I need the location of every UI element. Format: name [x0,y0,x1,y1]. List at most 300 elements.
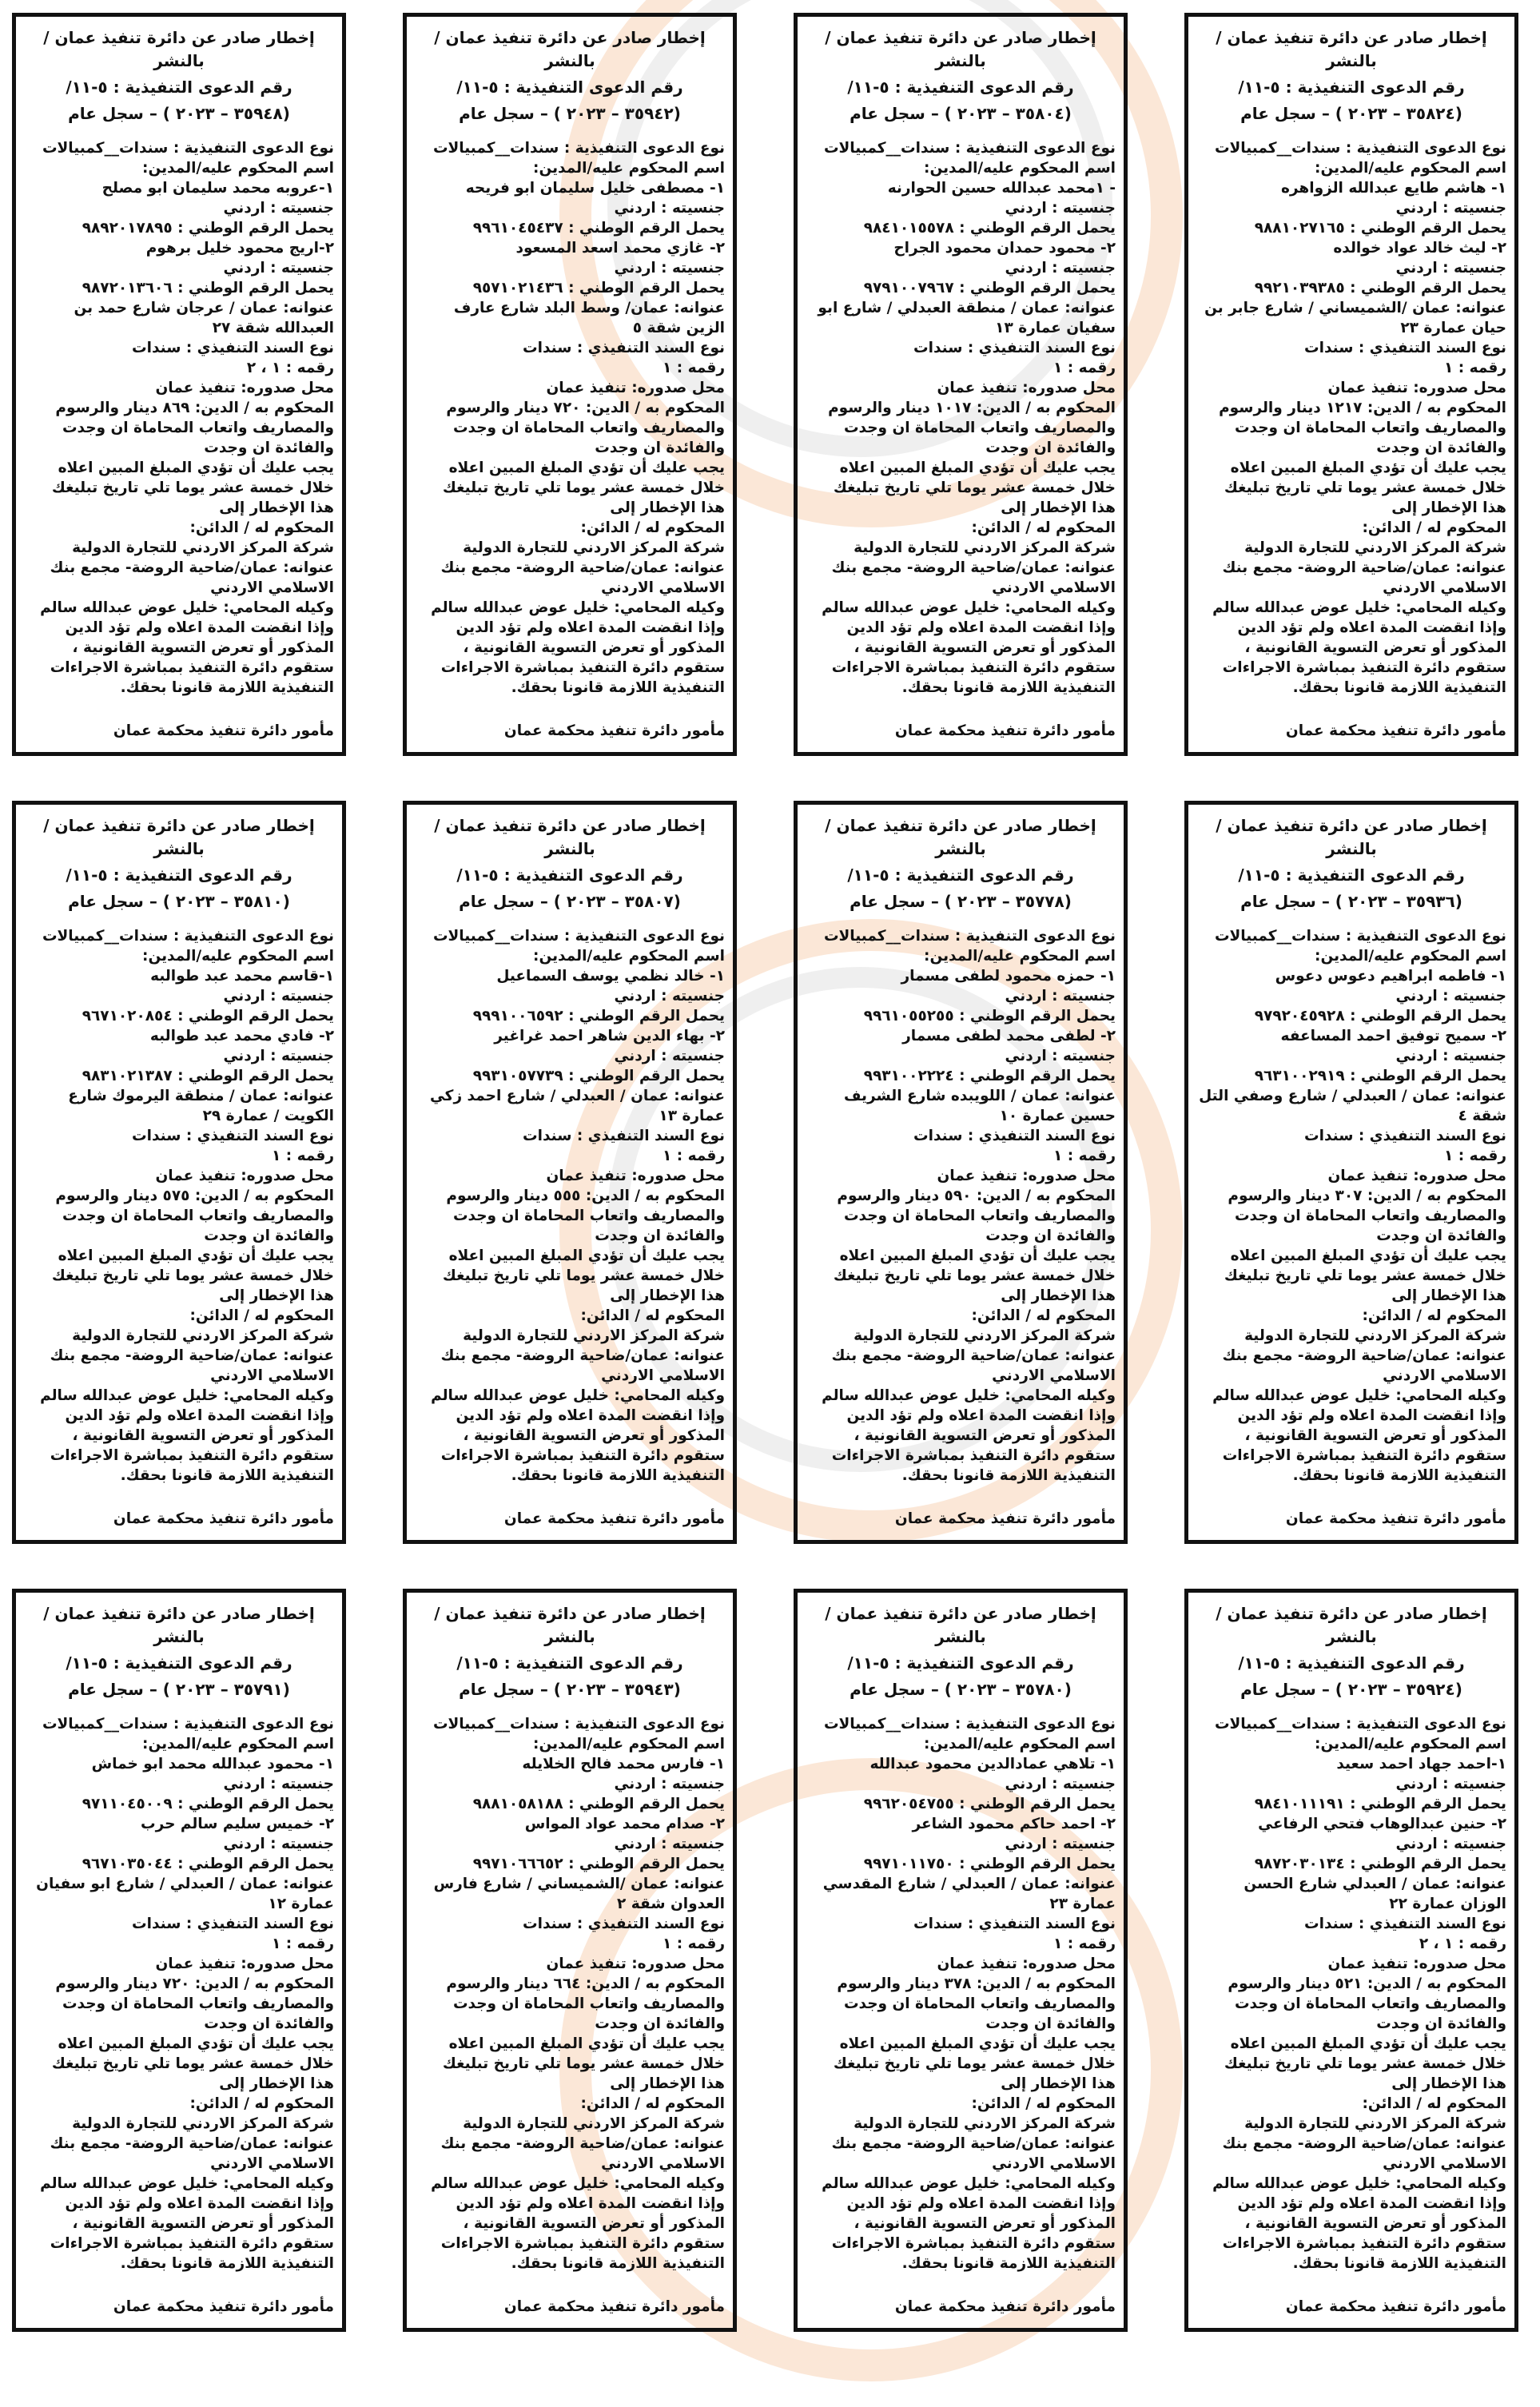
address-value: عمان / عرجان شارع حمد بن العبدالله شقة ٢٧ [74,300,334,336]
bond-label: رقمه : [671,360,725,376]
national-id: ٩٩٧١٠١١٧٥٠ [863,1856,954,1872]
debt-amount [1196,398,1506,458]
debtor-address [24,1086,334,1126]
case-number-label: رقم الدعوى التنفيذية : ٥-١١/ [66,78,292,97]
case-type: نوع الدعوى التنفيذية : سندات__كمبيالات [1214,1716,1506,1733]
bond-type: نوع السند التنفيذي : سندات [132,340,334,356]
signature: مأمور دائرة تنفيذ محكمة عمان [113,722,334,739]
debtor-name: ٢- ليث خالد عواد خوالده [1333,240,1506,257]
issued-place: محل صدوره: تنفيذ عمان [155,1168,334,1184]
id-label: يحمل الرقم الوطني : [1344,1856,1506,1872]
case-number-label: رقم الدعوى التنفيذية : ٥-١١/ [1238,865,1465,885]
debtor-national-id [1196,1066,1506,1086]
signature: مأمور دائرة تنفيذ محكمة عمان [503,1510,725,1527]
id-label: يحمل الرقم الوطني : [1344,220,1506,237]
debtor-nationality: جنسيته : اردني [1005,988,1116,1005]
national-id: ٩٨٨١٠٢٧١٦٥ [1254,220,1345,237]
case-type: نوع الدعوى التنفيذية : سندات__كمبيالات [823,928,1116,945]
debtor-nationality: جنسيته : اردني [614,988,725,1005]
bond-type: نوع السند التنفيذي : سندات [132,1916,334,1932]
case-number-label: رقم الدعوى التنفيذية : ٥-١١/ [456,1653,683,1673]
debtor-name: ١-عروبه محمد سليمان ابو مصلح [101,180,334,197]
national-id: ٩٨٤١٠١٥٥٧٨ [863,220,954,237]
debt-amount [1196,1186,1506,1246]
creditor-name: شركة المركز الاردني للتجارة الدولية [854,1327,1116,1344]
address-value: عمان / العبدلي / شارع وصفي التل شقة ٤ [1199,1088,1506,1124]
debtor-national-id [24,278,334,298]
debtor-nationality: جنسيته : اردني [614,1836,725,1852]
notice-title: إخطار صادر عن دائرة تنفيذ عمان / بالنشر [825,28,1096,70]
creditor-label: المحكوم له / الدائن: [189,1307,334,1324]
debtor-address [1196,1086,1506,1126]
national-id: ٩٧٩١٠٠٧٩٦٧ [863,280,954,296]
creditor-label: المحكوم له / الدائن: [971,519,1116,536]
bond-type: نوع السند التنفيذي : سندات [913,1916,1116,1932]
debtor-national-id [24,218,334,238]
signature: مأمور دائرة تنفيذ محكمة عمان [894,1510,1116,1527]
amount-value: ١٠١٧ [935,400,972,416]
amount-label: المحكوم به / الدين: [189,400,334,416]
national-id: ٩٩٢١٠٣٩٣٨٥ [1254,280,1345,296]
debtor-nationality: جنسيته : اردني [1395,260,1506,277]
notice-title: إخطار صادر عن دائرة تنفيذ عمان / بالنشر [1216,28,1487,70]
warning-text: وإذا انقضت المدة اعلاه ولم تؤد الدين المذكور أو تعرض التسوية القانونية ، ستقوم دائرة التنفيذ بمباشرة الاجراءات التنفيذية اللازمة قانونا بحقك. [440,2195,725,2272]
address-label: عنوانه: [1450,1876,1506,1892]
debtor-address [806,1086,1116,1126]
bond-label: رقمه : [281,360,334,376]
debt-amount [415,398,725,458]
amount-label: المحكوم به / الدين: [189,1188,334,1204]
warning-text: وإذا انقضت المدة اعلاه ولم تؤد الدين المذكور أو تعرض التسوية القانونية ، ستقوم دائرة التنفيذ بمباشرة الاجراءات التنفيذية اللازمة قانونا بحقك. [831,1407,1116,1484]
notice-title: إخطار صادر عن دائرة تنفيذ عمان / بالنشر [434,1604,706,1646]
case-type: نوع الدعوى التنفيذية : سندات__كمبيالات [42,140,334,157]
case-number [24,890,334,913]
id-label: يحمل الرقم الوطني : [172,280,334,296]
national-id: ٩٩٣١٠٥٧٧٣٩ [472,1068,563,1084]
issued-place: محل صدوره: تنفيذ عمان [155,380,334,396]
notice-box [794,13,1128,756]
creditor-address: عنوانه: عمان/ضاحية الروضة- مجمع بنك الاسلامي الاردني [440,559,725,596]
case-number [1196,1678,1506,1701]
amount-suffix: دينار والرسوم والمصاريف واتعاب المحاماة ان وجدت والفائدة ان وجدت [1228,1188,1506,1244]
national-id: ٩٨٩٢٠١٧٨٩٥ [82,220,173,237]
id-label: يحمل الرقم الوطني : [1344,1068,1506,1084]
bond-number-line [415,1934,725,1954]
issued-place: محل صدوره: تنفيذ عمان [937,1168,1116,1184]
bond-number: ١ [663,360,672,376]
case-number [806,102,1116,125]
debtor-nationality: جنسيته : اردني [223,988,334,1005]
bond-number-line [806,358,1116,378]
case-number-value: (٣٥٩٢٤ – ٢٠٢٣ ) [1335,1680,1462,1699]
debtor-national-id [415,1006,725,1026]
debtor-national-id [806,1066,1116,1086]
case-number [415,1678,725,1701]
warning-text: وإذا انقضت المدة اعلاه ولم تؤد الدين المذكور أو تعرض التسوية القانونية ، ستقوم دائرة التنفيذ بمباشرة الاجراءات التنفيذية اللازمة قانونا بحقك. [1222,619,1506,696]
creditor-lawyer: وكيله المحامي: خليل عوض عبدالله سالم [40,1387,334,1404]
bond-number: ١ [663,1148,672,1164]
bond-type: نوع السند التنفيذي : سندات [913,340,1116,356]
debtor-nationality: جنسيته : اردني [1395,1836,1506,1852]
national-id: ٩٩٦١٠٥٥٢٥٥ [863,1008,954,1024]
creditor-address: عنوانه: عمان/ضاحية الروضة- مجمع بنك الاسلامي الاردني [440,2135,725,2172]
debtor-name: ٢- غازي محمد اسعد المسعود [515,240,725,257]
amount-suffix: دينار والرسوم والمصاريف واتعاب المحاماة ان وجدت والفائدة ان وجدت [1228,1975,1506,2032]
debtor-name: ٢- صدام محمد عواد المواس [524,1816,725,1832]
amount-suffix: دينار والرسوم والمصاريف واتعاب المحاماة ان وجدت والفائدة ان وجدت [55,1975,334,2032]
creditor-address: عنوانه: عمان/ضاحية الروضة- مجمع بنك الاسلامي الاردني [1222,559,1506,596]
register-label: – سجل عام [68,1680,157,1699]
amount-label: المحكوم به / الدين: [971,1188,1116,1204]
payment-instruction: يجب عليك أن تؤدي المبلغ المبين اعلاه خلال خمسة عشر يوما تلي تاريخ تبليغك هذا الإخطار إلى [833,460,1116,516]
debtor-name: ١- محمود عبدالله محمد ابو خماش [91,1756,334,1772]
address-label: عنوانه: [1450,1088,1506,1104]
address-value: عمان / اللويبده شارع الشريف حسين عمارة ١٠ [843,1088,1116,1124]
debtor-name: ٢- سميح توفيق احمد المساعفه [1280,1028,1506,1044]
creditor-lawyer: وكيله المحامي: خليل عوض عبدالله سالم [1212,2175,1506,2192]
issued-place: محل صدوره: تنفيذ عمان [546,380,725,396]
debtor-nationality: جنسيته : اردني [1395,1776,1506,1792]
debtor-label: اسم المحكوم عليه/المدين: [142,948,334,965]
notice-box [794,1589,1128,2332]
register-label: – سجل عام [850,104,939,123]
register-label: – سجل عام [459,892,548,911]
debtor-name: ١- حمزه محمود لطفى مسمار [901,968,1116,985]
national-id: ٩٨٧٢٠٣٠١٣٤ [1254,1856,1345,1872]
address-label: عنوانه: [1059,300,1116,316]
case-number-label: رقم الدعوى التنفيذية : ٥-١١/ [847,1653,1074,1673]
national-id: ٩٩٦٢٠٥٤٧٥٥ [863,1796,954,1812]
case-number [24,1678,334,1701]
bond-type: نوع السند التنفيذي : سندات [523,1128,725,1144]
debtor-national-id [806,1854,1116,1874]
id-label: يحمل الرقم الوطني : [172,1856,334,1872]
payment-instruction: يجب عليك أن تؤدي المبلغ المبين اعلاه خلال خمسة عشر يوما تلي تاريخ تبليغك هذا الإخطار إلى [1224,2035,1506,2092]
bond-number: ١ [1444,1148,1454,1164]
debtor-label: اسم المحكوم عليه/المدين: [1315,1736,1506,1753]
creditor-name: شركة المركز الاردني للتجارة الدولية [463,2115,725,2132]
debtor-name: ٢- محمود حمدان محمود الجراح [893,240,1116,257]
creditor-name: شركة المركز الاردني للتجارة الدولية [854,2115,1116,2132]
id-label: يحمل الرقم الوطني : [953,220,1116,237]
signature: مأمور دائرة تنفيذ محكمة عمان [894,722,1116,739]
debtor-label: اسم المحكوم عليه/المدين: [924,948,1116,965]
amount-suffix: دينار والرسوم والمصاريف واتعاب المحاماة ان وجدت والفائدة ان وجدت [837,1975,1116,2032]
id-label: يحمل الرقم الوطني : [953,1068,1116,1084]
issued-place: محل صدوره: تنفيذ عمان [155,1955,334,1972]
debtor-national-id [24,1854,334,1874]
bond-type: نوع السند التنفيذي : سندات [132,1128,334,1144]
amount-label: المحكوم به / الدين: [971,400,1116,416]
id-label: يحمل الرقم الوطني : [953,1856,1116,1872]
register-label: – سجل عام [850,1680,939,1699]
amount-label: المحكوم به / الدين: [580,1188,725,1204]
bond-label: رقمه : [671,1148,725,1164]
issued-place: محل صدوره: تنفيذ عمان [546,1168,725,1184]
debtor-address [415,1086,725,1126]
creditor-name: شركة المركز الاردني للتجارة الدولية [72,539,334,556]
signature: مأمور دائرة تنفيذ محكمة عمان [113,1510,334,1527]
creditor-label: المحكوم له / الدائن: [580,519,725,536]
debtor-nationality: جنسيته : اردني [1005,1048,1116,1064]
address-label: عنوانه: [668,300,725,316]
amount-value: ٥٩٠ [944,1188,972,1204]
debtor-name: ١- تلاهي عمادالدين محمود عبدالله [869,1756,1116,1772]
creditor-address: عنوانه: عمان/ضاحية الروضة- مجمع بنك الاسلامي الاردني [440,1347,725,1384]
national-id: ٩٩٧١٠٦٦٦٥٢ [472,1856,563,1872]
bond-type: نوع السند التنفيذي : سندات [523,340,725,356]
amount-value: ٧٢٠ [162,1975,190,1992]
case-number [415,890,725,913]
amount-suffix: دينار والرسوم والمصاريف واتعاب المحاماة ان وجدت والفائدة ان وجدت [446,1975,725,2032]
amount-value: ٨٦٩ [162,400,190,416]
issued-place: محل صدوره: تنفيذ عمان [546,1955,725,1972]
debtor-national-id [24,1066,334,1086]
bond-type: نوع السند التنفيذي : سندات [523,1916,725,1932]
bond-number-line [1196,1934,1506,1954]
case-number [1196,890,1506,913]
bond-label: رقمه : [1453,1936,1506,1952]
debt-amount [415,1186,725,1246]
notice-box [1184,801,1518,1544]
amount-label: المحكوم به / الدين: [1362,1188,1506,1204]
id-label: يحمل الرقم الوطني : [172,220,334,237]
id-label: يحمل الرقم الوطني : [563,1856,725,1872]
address-value: عمان / العبدلي / شارع المقدسي عمارة ٢٣ [822,1876,1116,1912]
debtor-name: ٢-اريج محمود خليل برهوم [145,240,334,257]
creditor-lawyer: وكيله المحامي: خليل عوض عبدالله سالم [1212,599,1506,616]
debtor-label: اسم المحكوم عليه/المدين: [1315,948,1506,965]
debtor-name: ٢- فادي محمد عبد طوالبه [149,1028,334,1044]
bond-number-line [24,1146,334,1166]
address-value: عمان/ وسط البلد شارع عارف الزين شقة ٥ [453,300,725,336]
issued-place: محل صدوره: تنفيذ عمان [937,380,1116,396]
id-label: يحمل الرقم الوطني : [953,280,1116,296]
debtor-label: اسم المحكوم عليه/المدين: [533,160,725,177]
debtor-name: ١- فاطمه ابراهيم دعوس دعوس [1275,968,1506,985]
address-value: عمان / العبدلي شارع الحسن الوزان عمارة ٢٢ [1244,1876,1506,1912]
case-number-label: رقم الدعوى التنفيذية : ٥-١١/ [456,865,683,885]
debtor-address [24,1874,334,1914]
case-number-value: (٣٥٧٩١ – ٢٠٢٣ ) [162,1680,290,1699]
creditor-label: المحكوم له / الدائن: [580,2095,725,2112]
creditor-lawyer: وكيله المحامي: خليل عوض عبدالله سالم [431,1387,725,1404]
debtor-name: ١-احمد جهاد احمد سعيد [1336,1756,1506,1772]
case-type: نوع الدعوى التنفيذية : سندات__كمبيالات [432,140,725,157]
creditor-label: المحكوم له / الدائن: [971,1307,1116,1324]
national-id: ٩٨٨١٠٥٨١٨٨ [472,1796,563,1812]
id-label: يحمل الرقم الوطني : [953,1008,1116,1024]
bond-number: ١ [272,1148,281,1164]
id-label: يحمل الرقم الوطني : [563,1008,725,1024]
notice-title: إخطار صادر عن دائرة تنفيذ عمان / بالنشر [43,28,315,70]
amount-suffix: دينار والرسوم والمصاريف واتعاب المحاماة ان وجدت والفائدة ان وجدت [446,400,725,456]
debtor-name: ٢- بهاء الدين شاهر احمد غراغير [494,1028,725,1044]
creditor-address: عنوانه: عمان/ضاحية الروضة- مجمع بنك الاسلامي الاردني [1222,2135,1506,2172]
payment-instruction: يجب عليك أن تؤدي المبلغ المبين اعلاه خلال خمسة عشر يوما تلي تاريخ تبليغك هذا الإخطار إلى [51,1247,334,1304]
debtor-address [24,298,334,338]
debtor-nationality: جنسيته : اردني [614,1048,725,1064]
national-id: ٩٦٧١٠٢٠٨٥٤ [82,1008,173,1024]
notice-box [1184,1589,1518,2332]
payment-instruction: يجب عليك أن تؤدي المبلغ المبين اعلاه خلال خمسة عشر يوما تلي تاريخ تبليغك هذا الإخطار إلى [833,2035,1116,2092]
case-number [806,890,1116,913]
bond-type: نوع السند التنفيذي : سندات [1304,340,1506,356]
case-type: نوع الدعوى التنفيذية : سندات__كمبيالات [1214,928,1506,945]
debtor-national-id [1196,1854,1506,1874]
register-label: – سجل عام [1240,104,1330,123]
bond-label: رقمه : [1062,1148,1116,1164]
id-label: يحمل الرقم الوطني : [563,1796,725,1812]
amount-suffix: دينار والرسوم والمصاريف واتعاب المحاماة ان وجدت والفائدة ان وجدت [55,400,334,456]
bond-number: ١ [1053,1148,1063,1164]
amount-label: المحكوم به / الدين: [971,1975,1116,1992]
amount-suffix: دينار والرسوم والمصاريف واتعاب المحاماة ان وجدت والفائدة ان وجدت [837,1188,1116,1244]
creditor-label: المحكوم له / الدائن: [1362,1307,1506,1324]
notice-title: إخطار صادر عن دائرة تنفيذ عمان / بالنشر [825,1604,1096,1646]
debtor-name: ١- مصطفى خليل سليمان ابو فريحه [465,180,725,197]
signature: مأمور دائرة تنفيذ محكمة عمان [1285,2298,1506,2315]
creditor-name: شركة المركز الاردني للتجارة الدولية [1244,1327,1506,1344]
debtor-national-id [1196,278,1506,298]
debtor-nationality: جنسيته : اردني [1005,1836,1116,1852]
bond-number-line [415,1146,725,1166]
national-id: ٩٥٧١٠٢١٤٣٦ [472,280,563,296]
debtor-national-id [415,278,725,298]
case-number-label: رقم الدعوى التنفيذية : ٥-١١/ [1238,78,1465,97]
creditor-label: المحكوم له / الدائن: [189,2095,334,2112]
case-number-label: رقم الدعوى التنفيذية : ٥-١١/ [66,865,292,885]
debtor-name: ١- هاشم طايع عبدالله الزواهره [1281,180,1506,197]
bond-label: رقمه : [671,1936,725,1952]
case-number-value: (٣٥٩٤٨ – ٢٠٢٣ ) [162,104,290,123]
debtor-name: ١-قاسم محمد عبد طوالبه [150,968,334,985]
creditor-lawyer: وكيله المحامي: خليل عوض عبدالله سالم [1212,1387,1506,1404]
case-type: نوع الدعوى التنفيذية : سندات__كمبيالات [42,928,334,945]
amount-suffix: دينار والرسوم والمصاريف واتعاب المحاماة ان وجدت والفائدة ان وجدت [828,400,1116,456]
issued-place: محل صدوره: تنفيذ عمان [1327,1955,1506,1972]
notice-title: إخطار صادر عن دائرة تنفيذ عمان / بالنشر [43,816,315,858]
debtor-national-id [24,1794,334,1814]
register-label: – سجل عام [68,892,157,911]
bond-number: ١ [1053,360,1063,376]
creditor-name: شركة المركز الاردني للتجارة الدولية [72,2115,334,2132]
creditor-name: شركة المركز الاردني للتجارة الدولية [463,539,725,556]
issued-place: محل صدوره: تنفيذ عمان [1327,1168,1506,1184]
case-number-value: (٣٥٨١٠ – ٢٠٢٣ ) [162,892,290,911]
amount-value: ٥٢١ [1335,1975,1363,1992]
issued-place: محل صدوره: تنفيذ عمان [937,1955,1116,1972]
bond-label: رقمه : [1453,360,1506,376]
bond-label: رقمه : [1062,1936,1116,1952]
debtor-label: اسم المحكوم عليه/المدين: [142,160,334,177]
amount-value: ٦٦٤ [553,1975,581,1992]
creditor-lawyer: وكيله المحامي: خليل عوض عبدالله سالم [822,1387,1116,1404]
creditor-lawyer: وكيله المحامي: خليل عوض عبدالله سالم [822,599,1116,616]
creditor-label: المحكوم له / الدائن: [1362,2095,1506,2112]
payment-instruction: يجب عليك أن تؤدي المبلغ المبين اعلاه خلال خمسة عشر يوما تلي تاريخ تبليغك هذا الإخطار إلى [442,460,725,516]
amount-label: المحكوم به / الدين: [189,1975,334,1992]
address-label: عنوانه: [1059,1876,1116,1892]
id-label: يحمل الرقم الوطني : [953,1796,1116,1812]
case-number-value: (٣٥٩٤٣ – ٢٠٢٣ ) [553,1680,681,1699]
notice-title: إخطار صادر عن دائرة تنفيذ عمان / بالنشر [1216,1604,1487,1646]
bond-number-line [24,358,334,378]
debtor-national-id [806,218,1116,238]
case-number-value: (٣٥٨٠٤ – ٢٠٢٣ ) [944,104,1072,123]
register-label: – سجل عام [850,892,939,911]
debt-amount [806,398,1116,458]
bond-number: ١ [663,1936,672,1952]
debtor-national-id [415,218,725,238]
debtor-nationality: جنسيته : اردني [223,1776,334,1792]
creditor-name: شركة المركز الاردني للتجارة الدولية [72,1327,334,1344]
debtor-address [1196,298,1506,338]
notice-box [1184,13,1518,756]
bond-number-line [806,1146,1116,1166]
national-id: ٩٦٣١٠٠٢٩١٩ [1254,1068,1345,1084]
creditor-address: عنوانه: عمان/ضاحية الروضة- مجمع بنك الاسلامي الاردني [831,2135,1116,2172]
address-label: عنوانه: [277,1088,334,1104]
national-id: ٩٦٧١٠٣٥٠٤٤ [82,1856,173,1872]
address-value: عمان / العبدلي / شارع ابو سفيان عمارة ١٢ [36,1876,334,1912]
national-id: ٩٨٧٢٠١٣٦٠٦ [82,280,173,296]
bond-label: رقمه : [281,1148,334,1164]
address-label: عنوانه: [277,300,334,316]
bond-label: رقمه : [1453,1148,1506,1164]
creditor-label: المحكوم له / الدائن: [189,519,334,536]
debt-amount [1196,1974,1506,2034]
notice-title: إخطار صادر عن دائرة تنفيذ عمان / بالنشر [434,816,706,858]
case-number-value: (٣٥٩٤٢ – ٢٠٢٣ ) [553,104,681,123]
bond-type: نوع السند التنفيذي : سندات [1304,1916,1506,1932]
case-number-label: رقم الدعوى التنفيذية : ٥-١١/ [66,1653,292,1673]
case-number-label: رقم الدعوى التنفيذية : ٥-١١/ [847,78,1074,97]
debtor-label: اسم المحكوم عليه/المدين: [924,160,1116,177]
debtor-nationality: جنسيته : اردني [1395,200,1506,217]
debtor-name: ٢- احمد حاكم محمود الشاعر [912,1816,1116,1832]
debt-amount [806,1186,1116,1246]
address-label: عنوانه: [668,1876,725,1892]
debtor-nationality: جنسيته : اردني [1005,260,1116,277]
address-label: عنوانه: [1450,300,1506,316]
creditor-name: شركة المركز الاردني للتجارة الدولية [1244,539,1506,556]
id-label: يحمل الرقم الوطني : [563,280,725,296]
case-number [415,102,725,125]
debtor-address [415,298,725,338]
creditor-lawyer: وكيله المحامي: خليل عوض عبدالله سالم [40,599,334,616]
creditor-name: شركة المركز الاردني للتجارة الدولية [854,539,1116,556]
bond-label: رقمه : [1062,360,1116,376]
register-label: – سجل عام [459,104,548,123]
notice-title: إخطار صادر عن دائرة تنفيذ عمان / بالنشر [825,816,1096,858]
id-label: يحمل الرقم الوطني : [1344,280,1506,296]
debtor-label: اسم المحكوم عليه/المدين: [142,1736,334,1753]
creditor-address: عنوانه: عمان/ضاحية الروضة- مجمع بنك الاسلامي الاردني [50,2135,334,2172]
id-label: يحمل الرقم الوطني : [172,1796,334,1812]
debtor-nationality: جنسيته : اردني [614,260,725,277]
debt-amount [24,1186,334,1246]
creditor-address: عنوانه: عمان/ضاحية الروضة- مجمع بنك الاسلامي الاردني [50,1347,334,1384]
bond-number: ١ ، ٢ [246,360,281,376]
debtor-nationality: جنسيته : اردني [223,260,334,277]
debtor-name: - ١محمد عبدالله حسين الحوارنه [887,180,1116,197]
amount-value: ٥٧٥ [162,1188,190,1204]
debtor-name: ١- فارس محمد فالح الخلايله [522,1756,725,1772]
creditor-label: المحكوم له / الدائن: [1362,519,1506,536]
address-value: عمان / منطقة العبدلي / شارع ابو سفيان عمارة ١٣ [818,300,1116,336]
case-type: نوع الدعوى التنفيذية : سندات__كمبيالات [42,1716,334,1733]
